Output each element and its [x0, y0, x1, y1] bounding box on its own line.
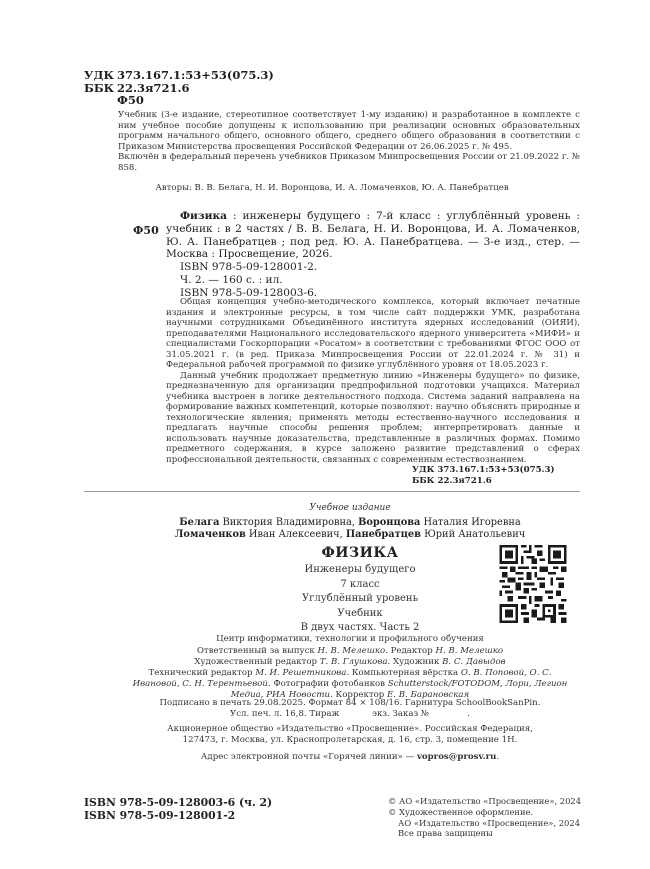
author-names: Наталия Игоревна [420, 517, 521, 528]
author-mark: Ф50 [117, 93, 144, 107]
copyright-line: АО «Издательство «Просвещение», 2024 [398, 817, 581, 828]
isbn-bottom [84, 796, 272, 822]
annotation-paragraph-1: Общая концепция учебно-методического комплекса, который включает печатные издания и электронные ресурсы, в том числе сайт поддержки УМК, разработана научными сотрудниками Объединённого института ядерных исследований (ОИЯИ), преподавателями Национального исследовательского ядерного университета «МИФИ» и специалистами Госкорпорации «Росатом» в соответствии с требованиями ФГОС ООО от 31.05.2021 г. (в ред. Приказа Минпросвещения России от 22.01.2024 г. № 31) и Федеральной рабочей программой по физике углублённого уровня от 18.05.2023 г. [166, 297, 580, 370]
subtitle-line: Учебник [337, 607, 383, 619]
credit-name: Е. В. Барановская [387, 690, 470, 700]
isbn-part: ISBN 978-5-09-128003-6. [180, 286, 318, 299]
copyright-line: Все права защищены [398, 828, 493, 839]
hotline-end: . [496, 752, 500, 762]
publisher-address [130, 724, 570, 746]
author-surname: Ломаченков [174, 529, 246, 540]
isbn-line: ISBN 978-5-09-128001-2 [84, 809, 236, 822]
staff-credits [130, 646, 570, 701]
subtitle-line: В двух частях. Часть 2 [300, 622, 420, 634]
subtitle-line: Инженеры будущего [304, 564, 416, 575]
biblio-code: Ф50 [133, 224, 159, 237]
credit-name: О. В. Поповой, О. С. Ивановой, С. Н. Терентьевой [132, 668, 552, 689]
credit-name: М. И. Решетникова [255, 668, 347, 678]
udk-value: 373.167.1:53+53(075.3) [117, 68, 274, 82]
author-names: Иван Алексеевич, [245, 529, 346, 540]
author-names: Юрий Анатольевич [420, 529, 526, 540]
udk-label: УДК [84, 68, 115, 82]
subtitle-block [240, 563, 480, 636]
part-pages: Ч. 2. — 160 с. : ил. [180, 273, 283, 286]
federal-list-paragraph: Включён в федеральный перечень учебников Приказом Минпросвещения России от 21.09.2022 г. № 858. [118, 152, 580, 173]
credit-name: В. С. Давыдов [442, 657, 506, 667]
credit-name: Н. В. Мелешко [435, 646, 504, 656]
biblio-title: Физика [180, 210, 228, 222]
print-line: Подписано в печать 29.08.2025. Формат 84 × 108/16. Гарнитура SchoolBookSanPin. [159, 698, 541, 708]
author-surname: Панебратцев [345, 529, 421, 540]
author-surname: Воронцова [358, 517, 421, 528]
bbk-label: ББК [84, 80, 115, 95]
approval-paragraph: Учебник (3-е издание, стереотипное соответствует 1-му изданию) и разработанное в комплекте с ним учебное пособие допущены к использованию при реализации основных образовательных программ начального общего, основного общего, среднего общего образования в соответствии с Приказом Министерства просвещения Российской Федерации от 26.06.2025 г. № 495. [118, 110, 580, 152]
approval-notice [118, 110, 580, 174]
book-title: ФИЗИКА [321, 545, 399, 561]
hotline-label: Адрес электронной почты «Горячей линии» — [200, 752, 417, 762]
subtitle-line: Углублённый уровень [301, 593, 419, 605]
classification-top [84, 69, 274, 107]
credit-label: Технический редактор [148, 668, 256, 678]
copyright-line: © АО «Издательство «Просвещение», 2024 [388, 796, 582, 806]
hotline [130, 752, 570, 762]
classification-bottom [412, 465, 555, 487]
credit-label: . Корректор [330, 690, 388, 700]
credit-label: . Художник [387, 657, 443, 667]
credit-name: Т. В. Глушкова [319, 657, 388, 667]
credit-label: . Редактор [385, 646, 436, 656]
bbk-value: 22.3я721.6 [117, 80, 190, 95]
credit-name: Schutterstock/FOTODOM, Лори, Легион Медиа, РИА Новости [230, 679, 568, 700]
credit-label: . Компьютерная вёрстка [346, 668, 461, 678]
edition-type: Учебное издание [309, 503, 391, 513]
bibliographic-record [166, 210, 580, 300]
annotation-paragraph-2: Данный учебник продолжает предметную линию «Инженеры будущего» по физике, предназначенную для организации предпрофильной подготовки учащихся. Материал учебника выстроен в логике деятельностного подхода. Система заданий направлена на формирование важных компетенций, которые позволяют: научно объяснять природные и технологические явления; применять методы естественно-научного исследования и предлагать научные способы решения проблем; интерпретировать данные и использовать научные доказательства, представленные в различных формах. Помимо предметного содержания, в курсе заложено развитие представлений о сферах профессиональной деятельности, связанных с современным естествознанием. [166, 370, 580, 465]
biblio-description: : инженеры будущего : 7-й класс : углублённый уровень : учебник : в 2 частях / В. В. Белага, Н. И. Воронцова, И. А. Ломаченков, Ю. А. Панебратцев ; под ред. Ю. А. Панебратцева. — 3-е изд., стер. — Москва : Просвещение, 2026. [166, 210, 580, 261]
copyright [388, 796, 581, 839]
publisher-center: Центр информатики, технологии и профильного обучения [216, 634, 484, 644]
credit-label: Художественный редактор [194, 657, 320, 667]
credit-label: . Фотографии фотобанков [267, 679, 388, 689]
bbk-bottom: ББК 22.3я721.6 [412, 475, 492, 486]
isbn-line: ISBN 978-5-09-128003-6 (ч. 2) [84, 796, 273, 809]
credit-name: Н. В. Мелешко [317, 646, 386, 656]
publisher-line: Акционерное общество «Издательство «Просвещение». Российская Федерация, [167, 724, 533, 734]
copyright-line: © Художественное оформление. [388, 806, 534, 817]
print-info [130, 698, 570, 720]
section-divider [84, 491, 580, 492]
isbn-set: ISBN 978-5-09-128001-2. [180, 261, 318, 274]
author-names: Виктория Владимировна, [219, 517, 359, 528]
annotation [166, 297, 580, 465]
subtitle-line: 7 класс [340, 578, 380, 590]
udk-bottom: УДК 373.167.1:53+53(075.3) [412, 465, 555, 475]
print-line: Усл. печ. л. 16,8. Тираж экз. Заказ № . [229, 708, 471, 719]
author-surname: Белага [179, 517, 220, 528]
credit-label: Ответственный за выпуск [196, 646, 318, 656]
authors-line: Авторы: В. В. Белага, Н. И. Воронцова, И. А. Ломаченков, Ю. А. Панебратцев [155, 183, 509, 193]
authors-full [130, 517, 570, 541]
qr-code-icon [499, 545, 567, 623]
publisher-line: 127473, г. Москва, ул. Краснопролетарская, д. 16, стр. 3, помещение 1Н. [182, 735, 518, 745]
hotline-email: vopros@prosv.ru [416, 752, 497, 762]
